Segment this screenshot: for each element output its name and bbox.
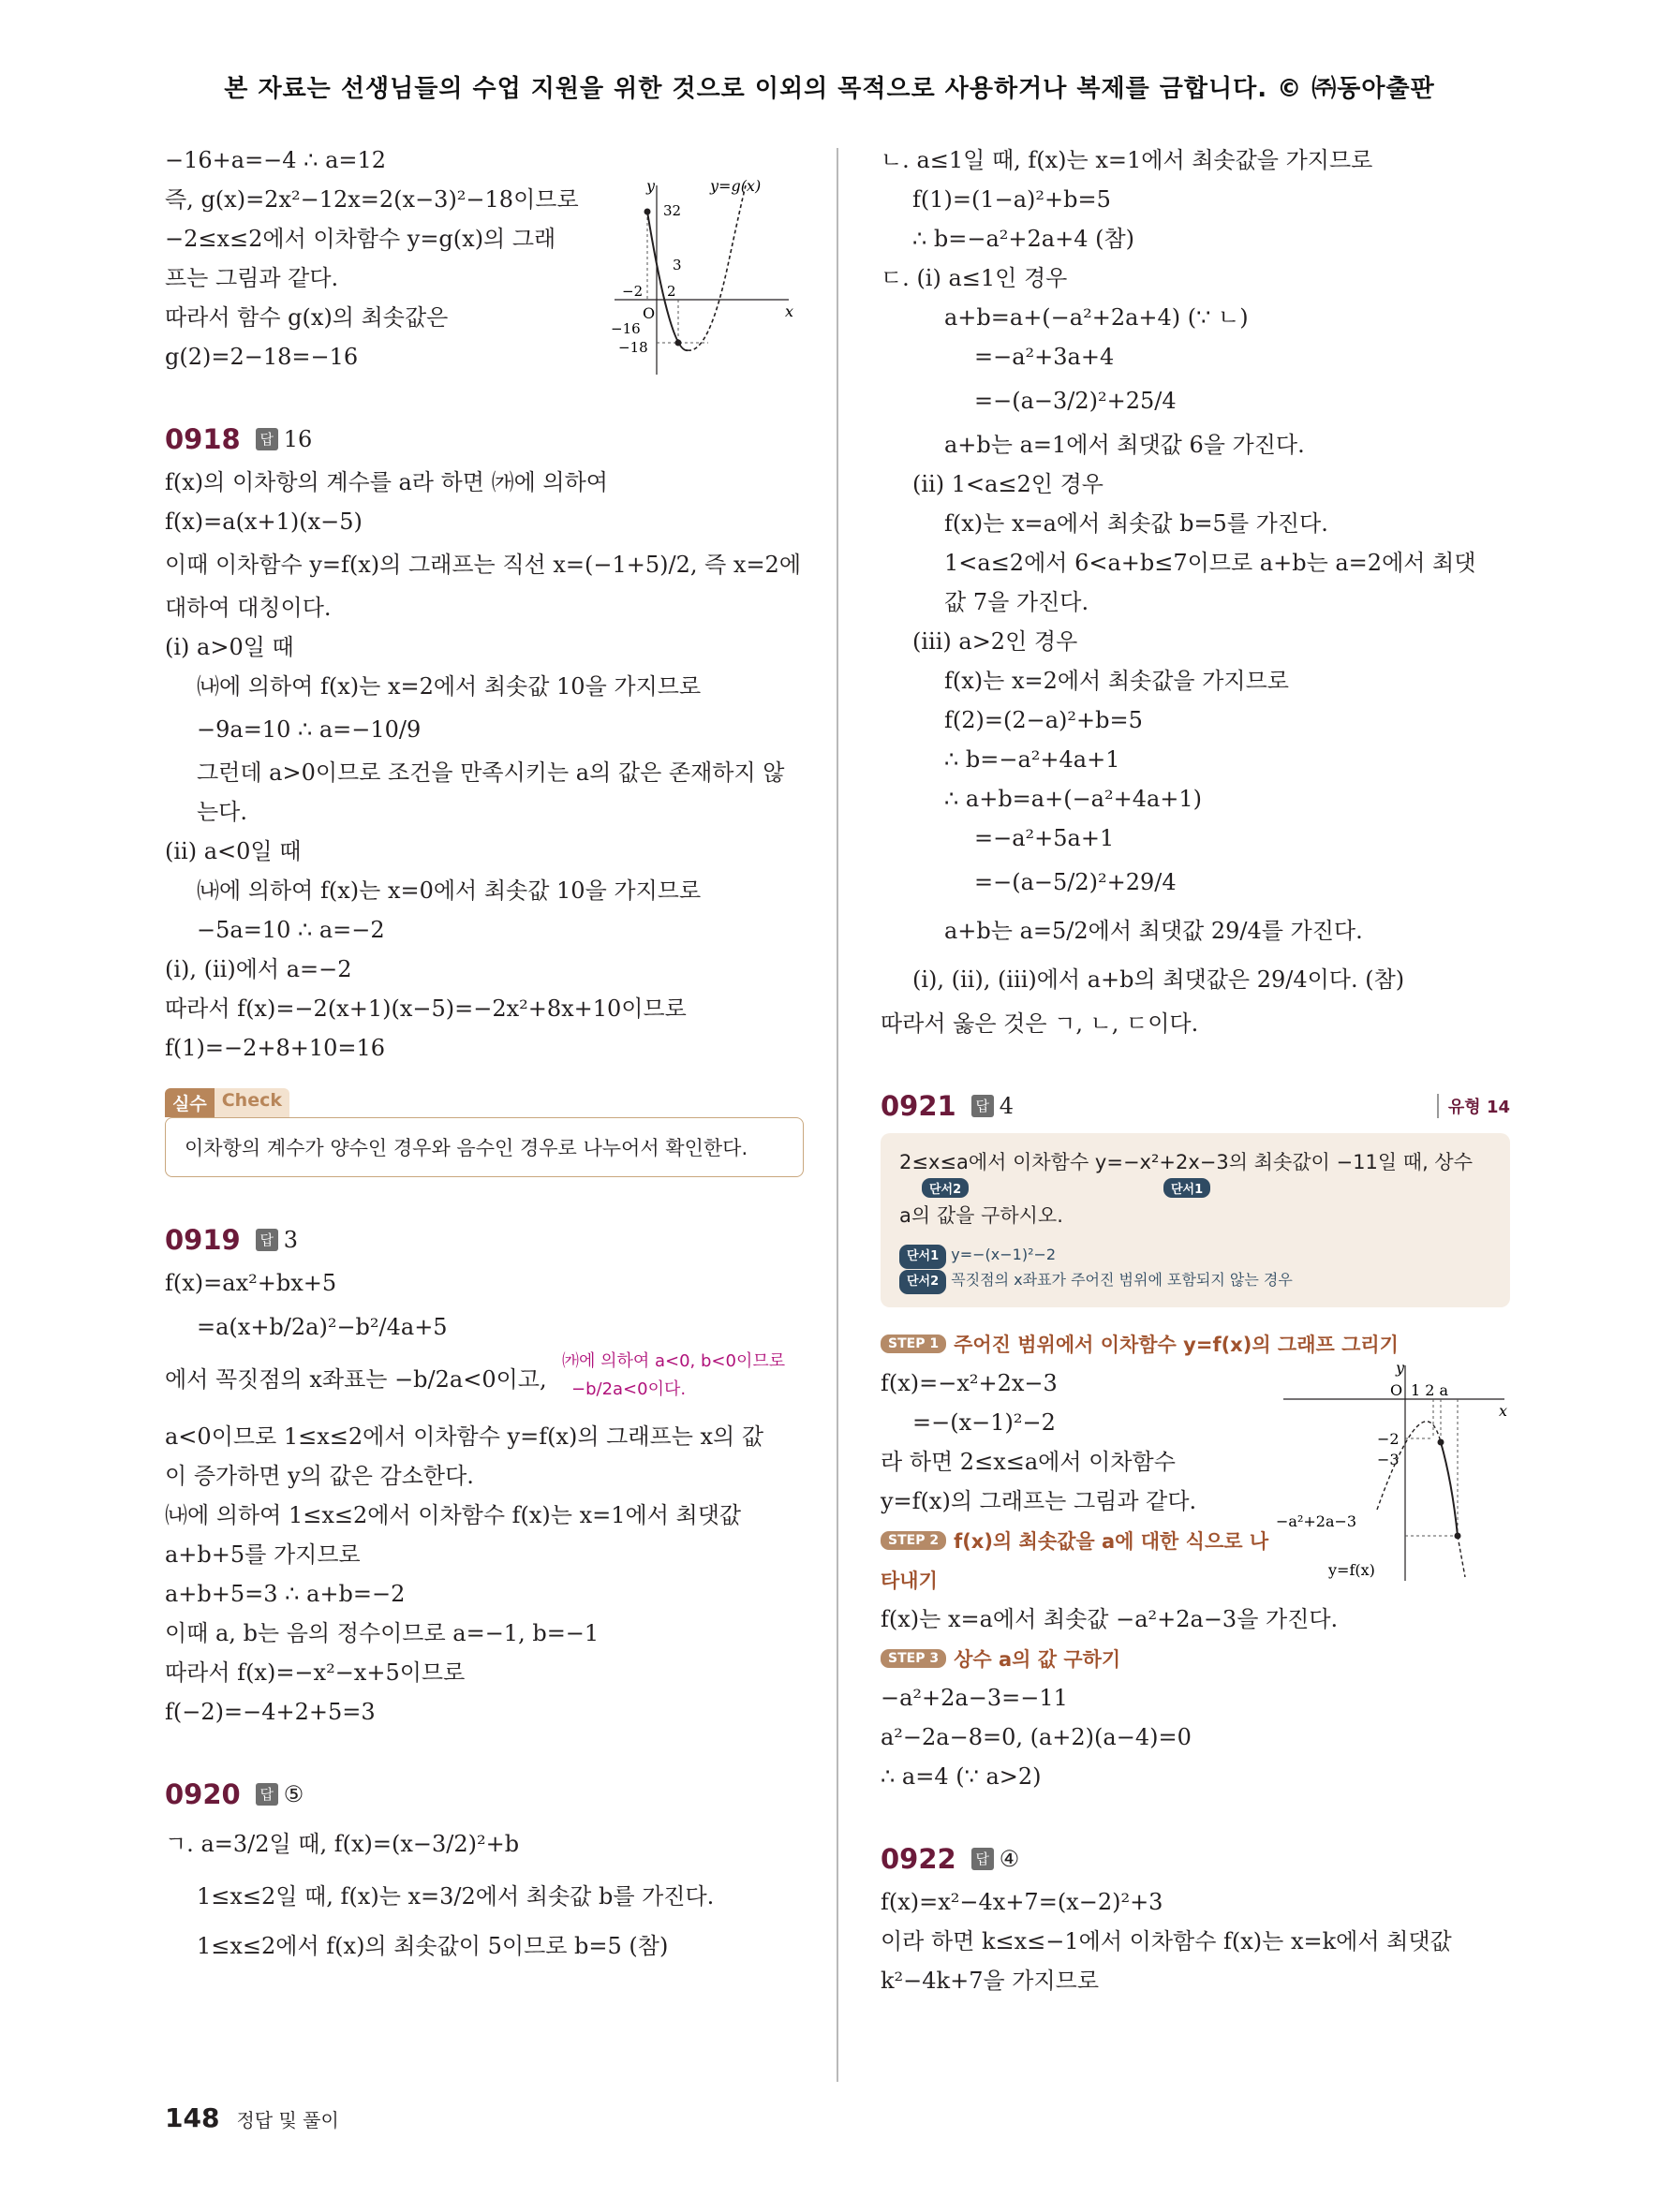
step-title: f(x)의 최솟값을 a에 대한 식으로 나 — [954, 1530, 1269, 1553]
problem-header-0922 — [881, 1836, 1510, 1882]
step-tag: STEP 3 — [881, 1649, 946, 1668]
graph-g — [605, 167, 792, 382]
note-line: −b/2a<0이다. — [571, 1379, 687, 1399]
solution-line: 이라 하면 k≤x≤−1에서 이차함수 f(x)는 x=k에서 최댓값 — [881, 1928, 1452, 1954]
check-label-a: 실수 — [165, 1088, 215, 1117]
solution-line: f(x)는 x=2에서 최솟값을 가지므로 — [944, 668, 1289, 694]
y-axis-label: y — [646, 177, 656, 195]
solution-line: f(x)=a(x+1)(x−5) — [165, 509, 363, 535]
label-neg2: −2 — [622, 283, 644, 300]
step-title: 주어진 범위에서 이차함수 y=f(x)의 그래프 그리기 — [954, 1334, 1399, 1356]
solution-line: 대하여 대칭이다. — [165, 595, 332, 621]
step-title: 상수 a의 값 구하기 — [954, 1648, 1121, 1671]
problem-number: 0922 — [881, 1843, 956, 1875]
answer-value: ④ — [999, 1846, 1020, 1872]
problem-number: 0920 — [165, 1778, 241, 1810]
answer-icon: 답 — [971, 1095, 994, 1117]
label-2: 2 — [667, 283, 676, 300]
solution-line: (ⅱ) a<0일 때 — [165, 838, 302, 864]
answer-badge — [256, 426, 313, 452]
right-column — [881, 140, 1510, 2000]
solution-line: =a(x+b/2a)²−b²/4a+5 — [197, 1314, 448, 1340]
page-footer — [165, 2102, 339, 2133]
solution-line: a+b=a+(−a²+2a+4) (∵ ㄴ) — [944, 304, 1249, 331]
solution-line: =−(a−3/2)²+25/4 — [974, 388, 1177, 414]
solution-line: a<0이므로 1≤x≤2에서 이차함수 y=f(x)의 그래프는 x의 값 — [165, 1423, 764, 1450]
solution-line: 이때 a, b는 음의 정수이므로 a=−1, b=−1 — [165, 1620, 600, 1646]
solution-line: 1≤x≤2에서 f(x)의 최솟값이 5이므로 b=5 (참) — [197, 1933, 669, 1959]
solution-line: =−(a−5/2)²+29/4 — [974, 869, 1177, 895]
check-text: 이차항의 계수가 양수인 경우와 음수인 경우로 나누어서 확인한다. — [165, 1117, 804, 1177]
solution-line: ∴ b=−a²+4a+1 — [944, 746, 1120, 773]
label-min: −a²+2a−3 — [1276, 1512, 1357, 1530]
solution-line: f(x)의 이차항의 계수를 a라 하면 ㈎에 의하여 — [165, 469, 608, 495]
intro-solution — [165, 140, 804, 376]
solution-line: −2≤x≤2에서 이차함수 y=g(x)의 그래 — [165, 226, 556, 252]
answer-badge — [971, 1093, 1014, 1119]
solution-line: 라 하면 2≤x≤a에서 이차함수 — [881, 1449, 1176, 1475]
answer-badge — [971, 1846, 1020, 1872]
origin-label: O — [643, 304, 656, 322]
solution-line: (ⅱ) 1<a≤2인 경우 — [912, 471, 1104, 497]
label-neg3: −3 — [1377, 1451, 1400, 1468]
solution-line: 1<a≤2에서 6<a+b≤7이므로 a+b는 a=2에서 최댓 — [944, 550, 1476, 576]
solution-line: g(2)=2−18=−16 — [165, 344, 359, 370]
curve-label: y=g(x) — [710, 177, 762, 195]
solution-line: f(1)=−2+8+10=16 — [165, 1035, 386, 1061]
problem-number: 0921 — [881, 1090, 956, 1122]
problem-box — [881, 1133, 1510, 1307]
solution-line: 는다. — [197, 799, 247, 825]
solution-line: (ⅰ) a>0일 때 — [165, 634, 294, 660]
solution-line: f(1)=(1−a)²+b=5 — [912, 186, 1111, 213]
problem-text: 2≤x≤a에서 이차함수 y=−x²+2x−3의 최솟값이 −11일 때, 상수 — [899, 1151, 1473, 1173]
step-section — [881, 1324, 1510, 1796]
problem-header-0921 — [881, 1083, 1510, 1129]
problem-text: a의 값을 구하시오. — [899, 1204, 1063, 1227]
hint-text: y=−(x−1)²−2 — [951, 1246, 1057, 1263]
answer-icon: 답 — [256, 428, 278, 450]
footer-title: 정답 및 풀이 — [236, 2109, 339, 2131]
step-heading — [881, 1324, 1510, 1364]
solution-line: =−(x−1)²−2 — [912, 1409, 1056, 1436]
curve-label: y=f(x) — [1328, 1561, 1375, 1579]
left-column — [165, 140, 804, 1969]
solution-line: 그런데 a>0이므로 조건을 만족시키는 a의 값은 존재하지 않 — [197, 759, 785, 786]
solution-line: =−a²+5a+1 — [974, 825, 1115, 851]
solution-line: (ⅰ), (ⅱ), (ⅲ)에서 a+b의 최댓값은 29/4이다. (참) — [912, 966, 1405, 993]
type-tag: 유형 14 — [1437, 1094, 1510, 1118]
solution-line: 값 7을 가진다. — [944, 589, 1089, 615]
solution-line: a+b+5=3 ∴ a+b=−2 — [165, 1581, 406, 1607]
problem-header-0920 — [165, 1771, 804, 1818]
solution-line: 따라서 함수 g(x)의 최솟값은 — [165, 304, 449, 331]
solution-line: ∴ a=4 (∵ a>2) — [881, 1763, 1042, 1790]
answer-icon: 답 — [256, 1783, 278, 1806]
solution-line: f(x)=x²−4x+7=(x−2)²+3 — [881, 1889, 1163, 1915]
x-axis-label: x — [1499, 1402, 1508, 1420]
origin-label: O — [1390, 1381, 1403, 1399]
y-axis-label: y — [1396, 1359, 1405, 1377]
answer-icon: 답 — [256, 1229, 278, 1251]
solution-line: (ⅰ), (ⅱ)에서 a=−2 — [165, 956, 352, 982]
hint-tag: 단서1 — [899, 1245, 946, 1269]
x-axis-label: x — [785, 302, 794, 320]
solution-line: ∴ a+b=a+(−a²+4a+1) — [944, 786, 1203, 812]
answer-value: 4 — [999, 1093, 1014, 1119]
solution-line: −5a=10 ∴ a=−2 — [197, 917, 385, 943]
problem-header-0919 — [165, 1217, 804, 1263]
solution-line: ∴ b=−a²+2a+4 (참) — [912, 226, 1135, 252]
vertex-line-block — [165, 1351, 804, 1408]
hint-tag: 단서2 — [899, 1270, 946, 1294]
margin-note — [562, 1348, 785, 1404]
answer-value: ⑤ — [283, 1781, 304, 1807]
solution-line: a+b+5를 가지므로 — [165, 1541, 361, 1568]
label-neg16: −16 — [611, 320, 641, 337]
column-divider — [837, 148, 838, 2082]
solution-line: 에서 꼭짓점의 x좌표는 −b/2a<0이고, — [165, 1366, 547, 1393]
hint-line — [899, 1269, 1491, 1294]
solution-line: y=f(x)의 그래프는 그림과 같다. — [881, 1488, 1197, 1514]
hint-line — [899, 1244, 1491, 1269]
solution-line: 1≤x≤2일 때, f(x)는 x=3/2에서 최솟값 b를 가진다. — [197, 1883, 715, 1910]
solution-line: ㄱ. a=3/2일 때, f(x)=(x−3/2)²+b — [165, 1831, 520, 1857]
solution-line: =−a²+3a+4 — [974, 344, 1115, 370]
solution-line: (ⅲ) a>2인 경우 — [912, 628, 1078, 655]
tick-labels: 1 2 a — [1411, 1381, 1449, 1399]
note-line: ㈎에 의하여 a<0, b<0이므로 — [562, 1351, 786, 1371]
step-tag: STEP 1 — [881, 1335, 946, 1353]
hint-tag: 단서1 — [1163, 1178, 1210, 1198]
solution-line: 프는 그림과 같다. — [165, 265, 339, 291]
label-3: 3 — [673, 257, 682, 273]
solution-line: f(x)=ax²+bx+5 — [165, 1270, 337, 1296]
answer-value: 3 — [283, 1227, 298, 1253]
check-label-b: Check — [215, 1088, 289, 1117]
answer-badge — [256, 1227, 298, 1253]
mistake-check — [165, 1081, 804, 1177]
solution-line: a²−2a−8=0, (a+2)(a−4)=0 — [881, 1724, 1192, 1750]
problem-header-0918 — [165, 416, 804, 463]
solution-line: 이때 이차함수 y=f(x)의 그래프는 직선 x=(−1+5)/2, 즉 x=2에 — [165, 552, 802, 578]
step-heading — [881, 1639, 1510, 1678]
solution-line: 따라서 f(x)=−x²−x+5이므로 — [165, 1659, 466, 1686]
solution-line: f(2)=(2−a)²+b=5 — [944, 707, 1143, 733]
page-number: 148 — [165, 2102, 220, 2133]
copyright-notice: 본 자료는 선생님들의 수업 지원을 위한 것으로 이외의 목적으로 사용하거나 복제를 금합니다. © ㈜동아출판 — [224, 75, 1435, 103]
answer-value: 16 — [283, 426, 313, 452]
solution-line: k²−4k+7을 가지므로 — [881, 1968, 1100, 1994]
graph-f — [1274, 1360, 1508, 1585]
solution-line: −9a=10 ∴ a=−10/9 — [197, 716, 422, 743]
solution-line: ㈏에 의하여 f(x)는 x=0에서 최솟값 10을 가지므로 — [197, 877, 702, 904]
solution-line: 이 증가하면 y의 값은 감소한다. — [165, 1463, 474, 1489]
solution-line: f(x)는 x=a에서 최솟값 −a²+2a−3을 가진다. — [881, 1606, 1339, 1632]
label-neg18: −18 — [618, 339, 648, 356]
step-heading-cont: 타내기 — [881, 1570, 938, 1592]
solution-line: ㈏에 의하여 f(x)는 x=2에서 최솟값 10을 가지므로 — [197, 673, 702, 700]
solution-line: ㄷ. (ⅰ) a≤1인 경우 — [881, 265, 1068, 291]
problem-number: 0919 — [165, 1224, 241, 1256]
label-32: 32 — [663, 202, 682, 219]
check-label — [165, 1088, 289, 1117]
solution-line: f(−2)=−4+2+5=3 — [165, 1699, 376, 1725]
solution-line: f(x)는 x=a에서 최솟값 b=5를 가진다. — [944, 510, 1328, 537]
label-neg2: −2 — [1377, 1430, 1400, 1448]
answer-icon: 답 — [971, 1848, 994, 1870]
answer-badge — [256, 1781, 304, 1807]
solution-line: ㈏에 의하여 1≤x≤2에서 이차함수 f(x)는 x=1에서 최댓값 — [165, 1502, 742, 1528]
solution-line: −a²+2a−3=−11 — [881, 1685, 1068, 1711]
solution-line: a+b는 a=1에서 최댓값 6을 가진다. — [944, 432, 1305, 458]
step-tag: STEP 2 — [881, 1531, 946, 1550]
solution-line: −16+a=−4 ∴ a=12 — [165, 147, 387, 173]
solution-line: f(x)=−x²+2x−3 — [881, 1370, 1058, 1396]
hint-tags-row — [899, 1178, 1491, 1199]
solution-line: ㄴ. a≤1일 때, f(x)는 x=1에서 최솟값을 가지므로 — [881, 147, 1373, 173]
solution-line: 따라서 옳은 것은 ㄱ, ㄴ, ㄷ이다. — [881, 1010, 1199, 1037]
solution-line: 따라서 f(x)=−2(x+1)(x−5)=−2x²+8x+10이므로 — [165, 995, 687, 1022]
solution-line: a+b는 a=5/2에서 최댓값 29/4를 가진다. — [944, 918, 1363, 944]
solution-line: 즉, g(x)=2x²−12x=2(x−3)²−18이므로 — [165, 186, 579, 213]
problem-number: 0918 — [165, 423, 241, 455]
hint-text: 꼭짓점의 x좌표가 주어진 범위에 포함되지 않는 경우 — [951, 1271, 1293, 1289]
hint-tag: 단서2 — [922, 1178, 969, 1198]
